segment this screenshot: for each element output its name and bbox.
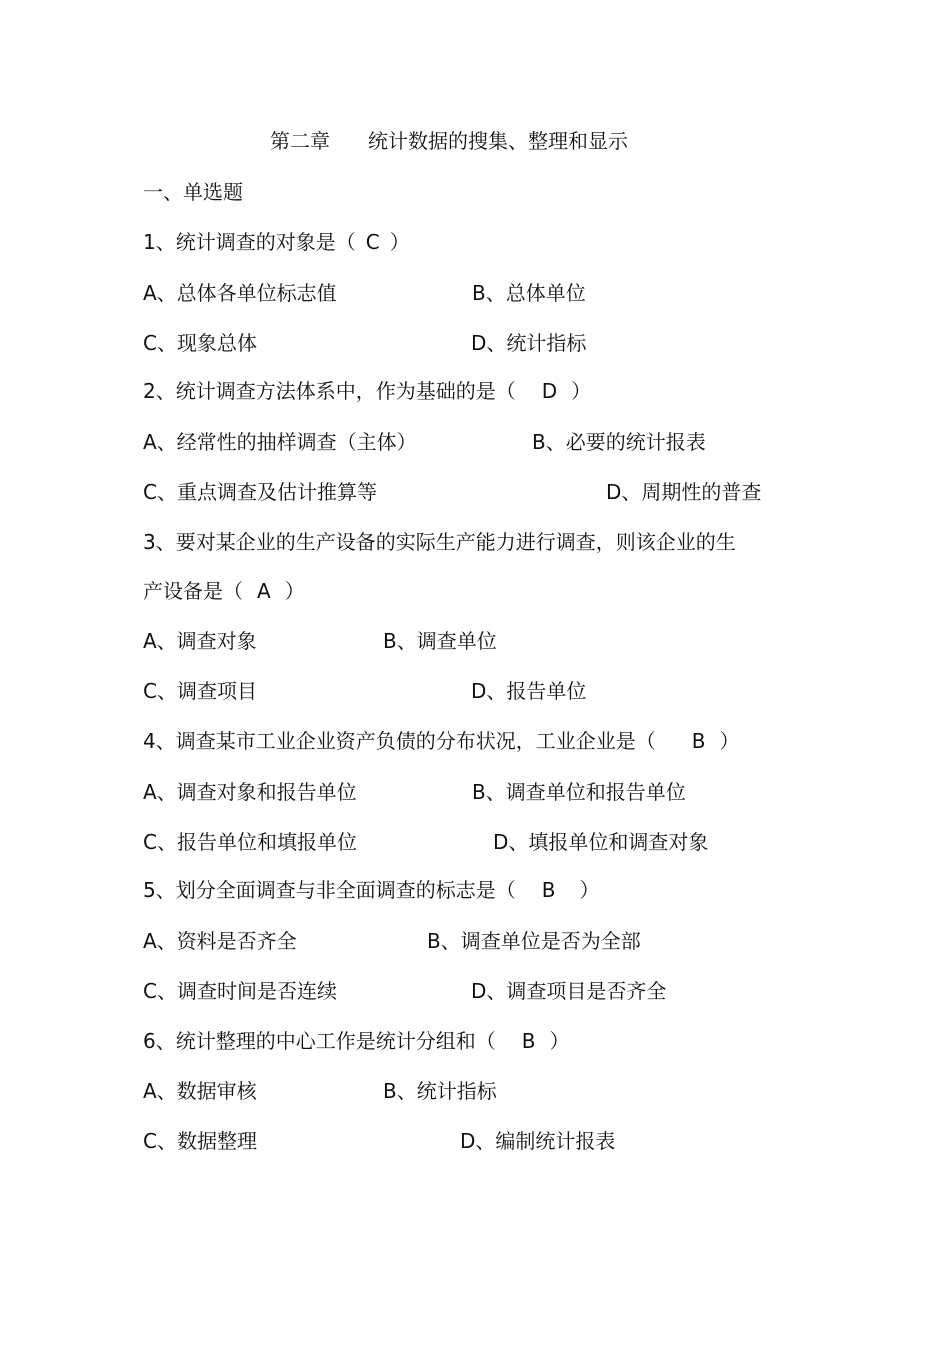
question-1-option-a: A、总体各单位标志值 xyxy=(143,281,337,305)
question-3-stem-continued: 产设备是（ A ） xyxy=(143,579,305,603)
question-3-answer: A xyxy=(257,579,271,603)
question-2-option-b: B、必要的统计报表 xyxy=(532,430,706,454)
question-2-option-c: C、重点调查及估计推算等 xyxy=(143,480,377,504)
question-3-option-c: C、调查项目 xyxy=(143,679,257,703)
question-1-option-c: C、现象总体 xyxy=(143,331,257,355)
question-2-stem: 2、统计调查方法体系中，作为基础的是（ D ） xyxy=(143,379,592,403)
question-2-answer: D xyxy=(541,379,558,403)
question-4-option-d: D、填报单位和调查对象 xyxy=(493,830,709,854)
question-2-option-a: A、经常性的抽样调查（主体） xyxy=(143,430,417,454)
question-5-stem: 5、划分全面调查与非全面调查的标志是（ B ） xyxy=(143,878,600,902)
question-1-stem: 1、统计调查的对象是（ C ） xyxy=(143,230,410,254)
question-3-option-b: B、调查单位 xyxy=(383,629,497,653)
question-5-answer: B xyxy=(541,878,556,902)
question-5-option-c: C、调查时间是否连续 xyxy=(143,979,337,1003)
question-6-option-b: B、统计指标 xyxy=(383,1079,497,1103)
question-4-option-b: B、调查单位和报告单位 xyxy=(472,780,686,804)
question-1-option-d: D、统计指标 xyxy=(471,331,587,355)
question-4-stem: 4、调查某市工业企业资产负债的分布状况，工业企业是（ B ） xyxy=(143,729,740,753)
question-3-stem: 3、要对某企业的生产设备的实际生产能力进行调查，则该企业的生 xyxy=(143,530,736,554)
question-5-option-b: B、调查单位是否为全部 xyxy=(427,929,641,953)
question-2-option-d: D、周期性的普查 xyxy=(606,480,762,504)
question-6-answer: B xyxy=(521,1029,536,1053)
question-4-option-a: A、调查对象和报告单位 xyxy=(143,780,357,804)
page-title xyxy=(270,128,628,154)
question-4-answer: B xyxy=(691,729,706,753)
question-6-option-c: C、数据整理 xyxy=(143,1129,257,1153)
question-6-stem: 6、统计整理的中心工作是统计分组和（ B ） xyxy=(143,1029,570,1053)
question-3-option-a: A、调查对象 xyxy=(143,629,257,653)
chapter-subject: 统计数据的搜集、整理和显示 xyxy=(368,129,628,153)
chapter-number: 第二章 xyxy=(270,129,330,153)
question-6-option-d: D、编制统计报表 xyxy=(460,1129,616,1153)
question-5-option-a: A、资料是否齐全 xyxy=(143,929,297,953)
question-6-option-a: A、数据审核 xyxy=(143,1079,257,1103)
question-1-option-b: B、总体单位 xyxy=(472,281,586,305)
question-1-answer: C xyxy=(365,230,380,254)
question-3-option-d: D、报告单位 xyxy=(471,679,587,703)
question-5-option-d: D、调查项目是否齐全 xyxy=(471,979,667,1003)
question-4-option-c: C、报告单位和填报单位 xyxy=(143,830,357,854)
section-heading: 一、单选题 xyxy=(143,180,243,204)
